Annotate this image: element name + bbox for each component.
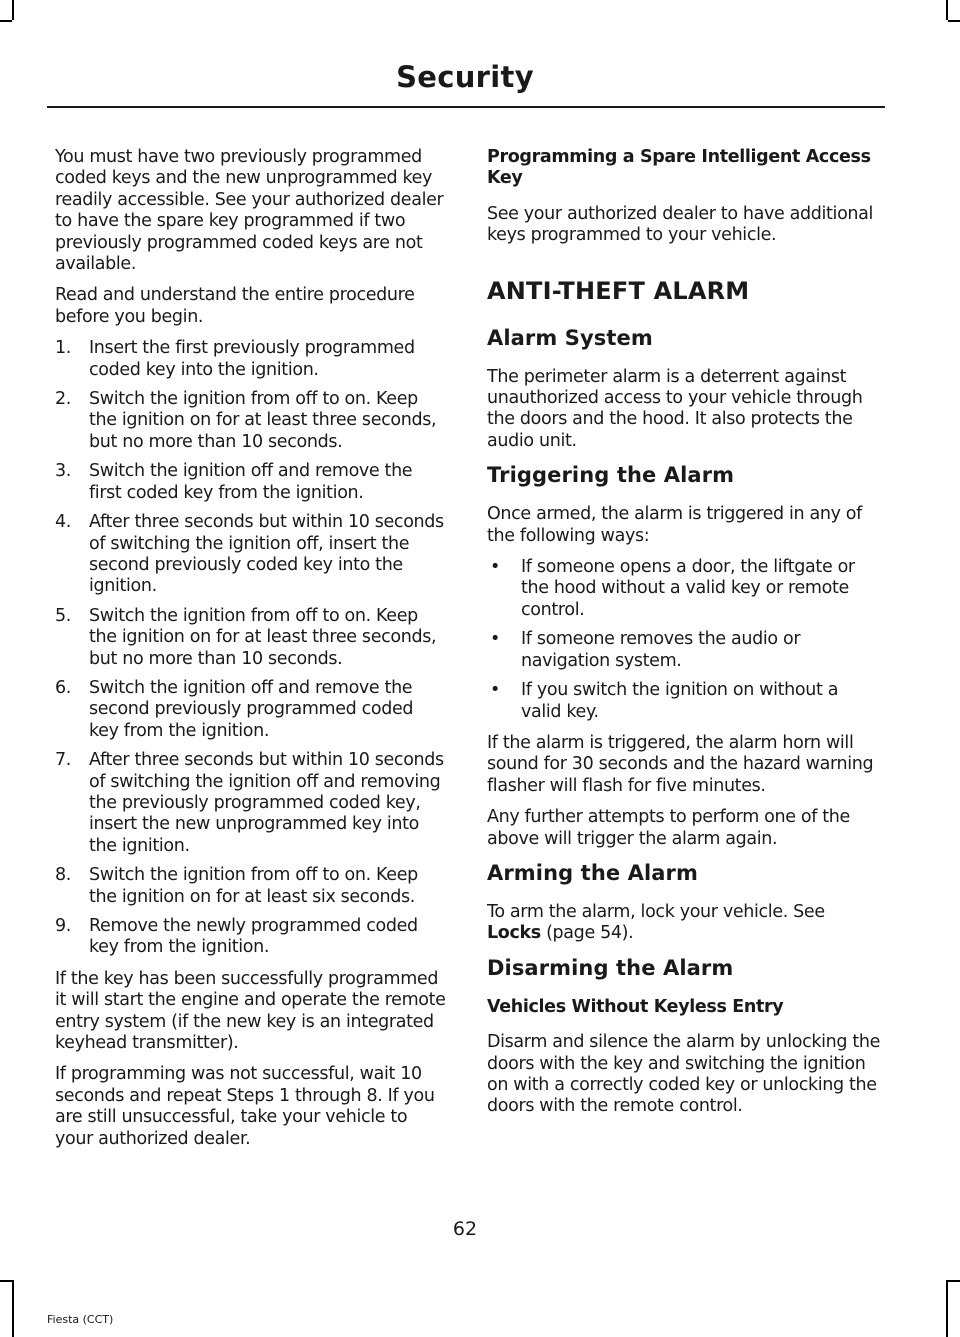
left-column bbox=[55, 147, 447, 1160]
further-paragraph: Any further attempts to perform one of the above will trigger the alarm again. bbox=[487, 807, 850, 849]
step-number: 4. bbox=[55, 512, 71, 533]
footer-model: Fiesta (CCT) bbox=[47, 1313, 114, 1326]
read-first-paragraph: Read and understand the entire procedure before you begin. bbox=[55, 285, 415, 327]
triggering-heading: Triggering the Alarm bbox=[487, 463, 735, 488]
crop-mark bbox=[946, 0, 948, 20]
step-item bbox=[55, 606, 447, 670]
crop-mark bbox=[0, 1280, 12, 1282]
list-item bbox=[487, 557, 882, 621]
intro-paragraph: You must have two previously programmed coded keys and the new unprogrammed key readily accessible. See your authorized dealer to have the spare key programmed if two previously programmed coded keys are not available. bbox=[55, 147, 444, 275]
step-item bbox=[55, 916, 447, 959]
section-title: Security bbox=[396, 60, 534, 94]
alarm-system-heading: Alarm System bbox=[487, 325, 653, 350]
step-item bbox=[55, 865, 447, 908]
arming-heading: Arming the Alarm bbox=[487, 860, 698, 885]
right-column bbox=[487, 147, 882, 1128]
alarm-system-paragraph: The perimeter alarm is a deterrent against unauthorized access to your vehicle through the doors and the hood. It also protects the audio unit. bbox=[487, 366, 863, 451]
step-text: Switch the ignition from off to on. Keep the ignition on for at least three seconds, but no more than 10 seconds. bbox=[89, 389, 437, 452]
without-keyless-heading: Vehicles Without Keyless Entry bbox=[487, 996, 784, 1017]
step-text: Remove the newly programmed coded key from the ignition. bbox=[89, 916, 418, 958]
step-item bbox=[55, 750, 447, 857]
crop-mark bbox=[12, 0, 14, 20]
crop-mark bbox=[946, 1280, 948, 1337]
page-number: 62 bbox=[452, 1218, 478, 1240]
trigger-text: If someone opens a door, the liftgate or the hood without a valid key or remote control. bbox=[521, 557, 855, 620]
spare-key-heading: Programming a Spare Intelligent Access Key bbox=[487, 147, 871, 189]
programming-steps bbox=[55, 338, 447, 959]
failure-paragraph: If programming was not successful, wait 10 seconds and repeat Steps 1 through 8. If you are still unsuccessful, take your vehicle to your authorized dealer. bbox=[55, 1064, 435, 1149]
trigger-text: If someone removes the audio or navigation system. bbox=[521, 629, 801, 671]
triggered-paragraph: If the alarm is triggered, the alarm horn will sound for 30 seconds and the hazard warning flasher will flash for five minutes. bbox=[487, 732, 874, 796]
step-item bbox=[55, 512, 447, 598]
crop-mark bbox=[948, 1280, 960, 1282]
step-number: 6. bbox=[55, 677, 71, 698]
list-item bbox=[487, 629, 882, 672]
without-keyless-paragraph: Disarm and silence the alarm by unlocking the doors with the key and switching the ignition on with a correctly coded key or unlocking the doors with the remote control. bbox=[487, 1032, 881, 1117]
bullet-icon: • bbox=[490, 629, 500, 650]
page-reference: (page 54). bbox=[540, 923, 634, 944]
step-number: 2. bbox=[55, 389, 71, 410]
anti-theft-heading: ANTI-THEFT ALARM bbox=[487, 276, 750, 305]
triggering-paragraph: Once armed, the alarm is triggered in any of the following ways: bbox=[487, 504, 862, 546]
trigger-text: If you switch the ignition on without a valid key. bbox=[521, 680, 839, 722]
crop-mark bbox=[948, 20, 960, 22]
step-text: Switch the ignition from off to on. Keep the ignition on for at least six seconds. bbox=[89, 865, 418, 907]
bullet-icon: • bbox=[490, 557, 500, 578]
list-item bbox=[487, 680, 882, 723]
step-item bbox=[55, 389, 447, 453]
step-number: 8. bbox=[55, 865, 71, 886]
step-number: 9. bbox=[55, 916, 71, 936]
step-number: 1. bbox=[55, 338, 71, 359]
step-text: After three seconds but within 10 seconds of switching the ignition off and removing the previously programmed coded key, insert the new unprogrammed key into the ignition. bbox=[89, 750, 444, 856]
success-paragraph: If the key has been successfully programmed it will start the engine and operate the remote entry system (if the new key is an integrated keyhead transmitter). bbox=[55, 968, 446, 1054]
step-text: After three seconds but within 10 seconds of switching the ignition off, insert the second previously coded key into the ignition. bbox=[89, 512, 444, 597]
disarming-heading: Disarming the Alarm bbox=[487, 955, 734, 980]
trigger-list bbox=[487, 557, 882, 723]
step-text: Insert the first previously programmed coded key into the ignition. bbox=[89, 338, 415, 380]
step-item bbox=[55, 461, 447, 504]
step-number: 7. bbox=[55, 750, 71, 771]
step-text: Switch the ignition off and remove the second previously programmed coded key from the ignition. bbox=[89, 677, 414, 741]
bullet-icon: • bbox=[490, 680, 500, 701]
arming-text: To arm the alarm, lock your vehicle. See bbox=[487, 901, 825, 922]
step-item bbox=[55, 678, 447, 742]
crop-mark bbox=[0, 20, 12, 22]
arming-paragraph bbox=[487, 902, 882, 945]
crop-mark bbox=[12, 1280, 14, 1337]
locks-link[interactable]: Locks bbox=[487, 923, 541, 944]
step-text: Switch the ignition from off to on. Keep the ignition on for at least three seconds, but no more than 10 seconds. bbox=[89, 605, 437, 669]
header-rule bbox=[47, 106, 885, 108]
step-item bbox=[55, 338, 447, 381]
spare-key-paragraph: See your authorized dealer to have additional keys programmed to your vehicle. bbox=[487, 203, 874, 246]
step-text: Switch the ignition off and remove the first coded key from the ignition. bbox=[89, 461, 413, 503]
step-number: 3. bbox=[55, 461, 71, 482]
step-number: 5. bbox=[55, 605, 71, 626]
